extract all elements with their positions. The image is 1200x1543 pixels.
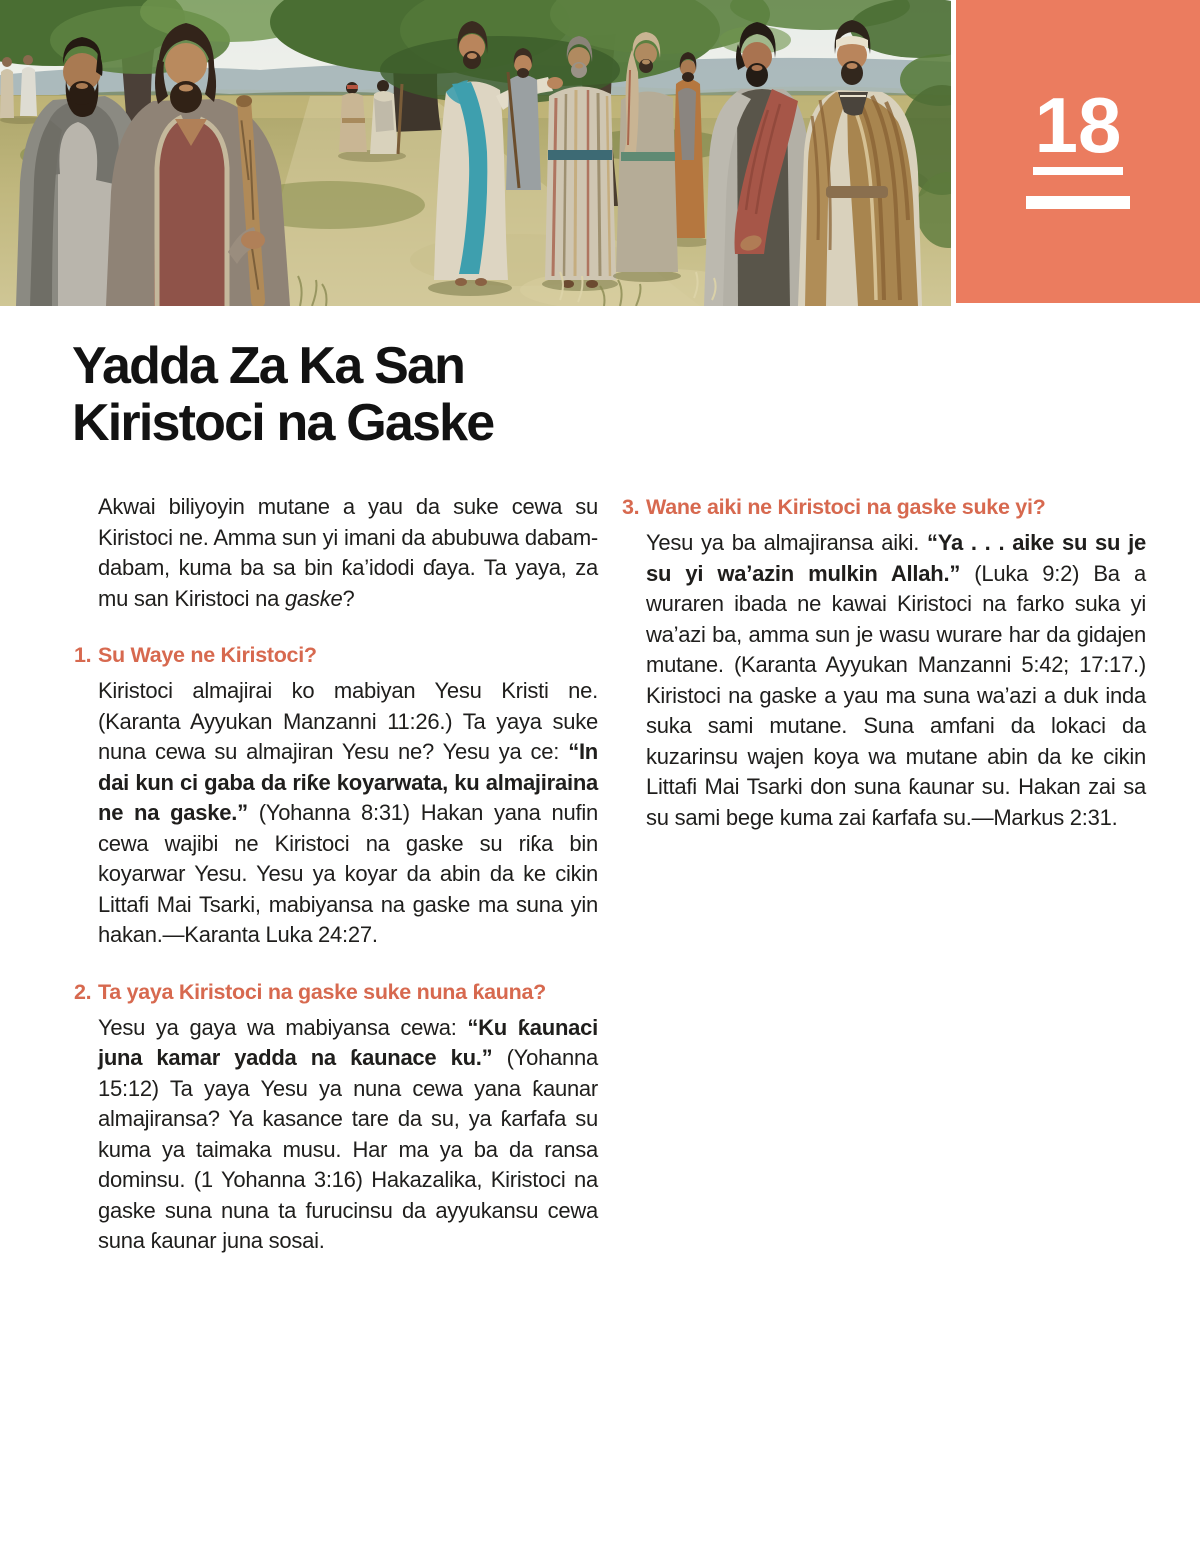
chapter-photo — [0, 0, 951, 306]
section-3-paragraph: Yesu ya ba almajiransa aiki. “Ya . . . aike su su je su yi wa’azin mulkin Allah.” (Luka 9:2) Ba a wuraren ibada ne kawai Kiristoci na farko suka yi wa’azi ba, amma sun je wasu wurare har da gidajen mutane. (Karanta Ayyukan Manzanni 5:42; 17:17.) Kiristoci na gaske a yau ma suna wa’azi a duk inda suka sami mutane. Suna amfani da lokaci da kuzarinsu wajen koya wa mutane abin da ke cikin Littafi Mai Tsarki don suna ƙaunar su. Hakan zai sa su sami bege kuma zai ƙarfafa su.—Markus 2:31. — [646, 530, 1146, 830]
section-2 — [74, 977, 598, 1257]
right-column — [622, 492, 1146, 1257]
content-columns — [74, 492, 1146, 1257]
chapter-number-badge — [956, 0, 1200, 303]
chapter-underline-bar — [1026, 196, 1130, 209]
page-title-line-1: Yadda Za Ka San — [72, 337, 465, 395]
section-1-number: 1. — [74, 643, 92, 667]
section-2-heading — [74, 977, 598, 1007]
section-3-question: Wane aiki ne Kiristoci na gaske suke yi? — [646, 495, 1046, 519]
section-3-number: 3. — [622, 495, 640, 519]
section-3-heading — [622, 492, 1146, 522]
left-column — [74, 492, 598, 1257]
page-title — [72, 338, 493, 452]
section-3 — [622, 492, 1146, 833]
section-2-question: Ta yaya Kiristoci na gaske suke nuna ƙauna? — [98, 979, 546, 1004]
section-1-heading — [74, 640, 598, 670]
page-title-line-2: Kiristoci na Gaske — [72, 394, 494, 452]
section-2-paragraph: Yesu ya gaya wa mabiyansa cewa: “Ku ƙaunaci juna kamar yadda na ƙaunace ku.” (Yohanna 15:12) Ta yaya Yesu ya nuna cewa yana ƙaunar almajiransa? Ya kasance tare da su, ya ƙarfafa su kuma ya taimaka musu. Har ma ya ba da ransa dominsu. (1 Yohanna 3:16) Hakazalika, Kiristoci na gaske suna nuna ta furucinsu da ayyukansu cewa suna ƙaunar juna sosai. — [98, 1014, 598, 1253]
section-1 — [74, 640, 598, 951]
section-1-question: Su Waye ne Kiristoci? — [98, 643, 317, 667]
chapter-number: 18 — [1033, 86, 1124, 175]
intro-paragraph: Akwai biliyoyin mutane a yau da suke cewa su Kiristoci ne. Amma sun yi imani da abubuwa dabam-dabam, kuma ba sa bin ƙa’idodi ɗaya. Ta yaya, za mu san Kiristoci na gaske? — [98, 494, 598, 611]
section-2-number: 2. — [74, 979, 92, 1004]
section-1-paragraph: Kiristoci almajirai ko mabiyan Yesu Kristi ne. (Karanta Ayyukan Manzanni 11:26.) Ta yaya suke nuna cewa su almajiran Yesu ne? Yesu ya ce: “In dai kun ci gaba da riƙe koyarwata, ku almajiraina ne na gaske.” (Yohanna 8:31) Hakan yana nufin cewa wajibi ne Kiristoci na gaske su riƙa bin koyarwar Yesu. Yesu ya koyar da abin da ke cikin Littafi Mai Tsarki, mabiyansa na gaske ma suna yin hakan.—Karanta Luka 24:27. — [98, 678, 598, 947]
